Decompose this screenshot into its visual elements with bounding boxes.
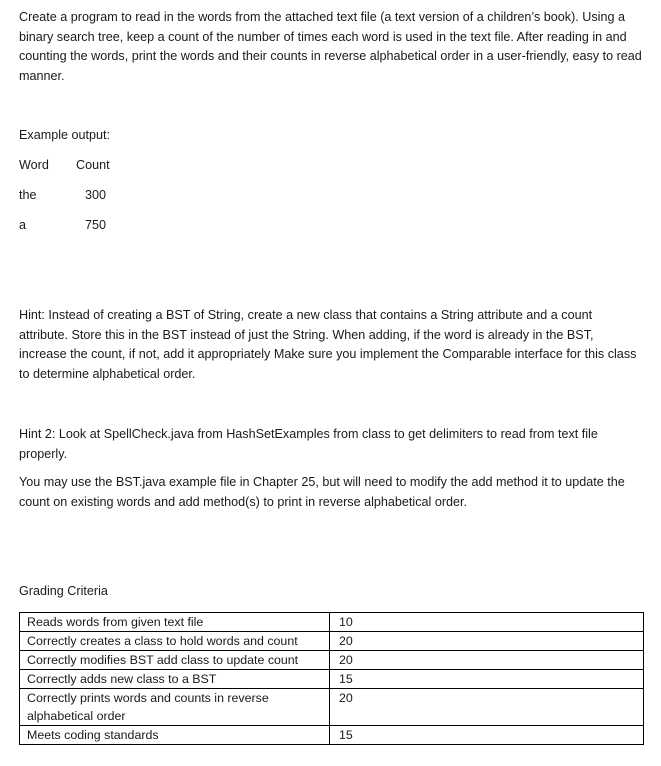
note-paragraph: You may use the BST.java example file in Chapter 25, but will need to modify the add method it to update the count on existing words and add method(s) to print in reverse alphabetical order. (19, 475, 625, 509)
table-row (20, 651, 644, 670)
points-cell: 20 (330, 651, 644, 670)
intro-paragraph: Create a program to read in the words from the attached text file (a text version of a children’s book). Using a binary search tree, keep a count of the number of times each word is used in the text file. After reading in and counting the words, print the words and their counts in reverse alphabetical order in a user-friendly, easy to read manner. (19, 10, 642, 83)
example-heading: Example output: (19, 128, 111, 142)
hint2-paragraph: Hint 2: Look at SpellCheck.java from HashSetExamples from class to get delimiters to read from text file properly. (19, 427, 598, 461)
points-cell: 15 (330, 726, 644, 745)
example-word: the (19, 188, 37, 202)
table-row (20, 670, 644, 689)
criterion-cell: Meets coding standards (20, 726, 330, 745)
points-cell: 20 (330, 689, 644, 726)
example-count: 300 (85, 188, 107, 202)
criterion-cell: Correctly prints words and counts in reverse alphabetical order (20, 689, 330, 726)
example-col-count: Count (76, 158, 110, 172)
table-row (20, 689, 644, 726)
criterion-cell: Correctly modifies BST add class to update count (20, 651, 330, 670)
table-row (20, 613, 644, 632)
criterion-cell: Reads words from given text file (20, 613, 330, 632)
table-row (20, 726, 644, 745)
grading-heading: Grading Criteria (19, 584, 108, 598)
criterion-cell: Correctly adds new class to a BST (20, 670, 330, 689)
example-count: 750 (85, 218, 107, 232)
example-word: a (19, 218, 27, 232)
example-col-word: Word (19, 158, 49, 172)
hint-paragraph: Hint: Instead of creating a BST of String, create a new class that contains a String attribute and a count attribute. Store this in the BST instead of just the String. When adding, if the word is already in the BST, increase the count, if not, add it appropriately Make sure you implement the Comparable interface for this class to determine alphabetical order. (19, 308, 637, 381)
points-cell: 10 (330, 613, 644, 632)
criterion-cell: Correctly creates a class to hold words and count (20, 632, 330, 651)
table-row (20, 632, 644, 651)
points-cell: 20 (330, 632, 644, 651)
grading-table (19, 612, 644, 745)
points-cell: 15 (330, 670, 644, 689)
